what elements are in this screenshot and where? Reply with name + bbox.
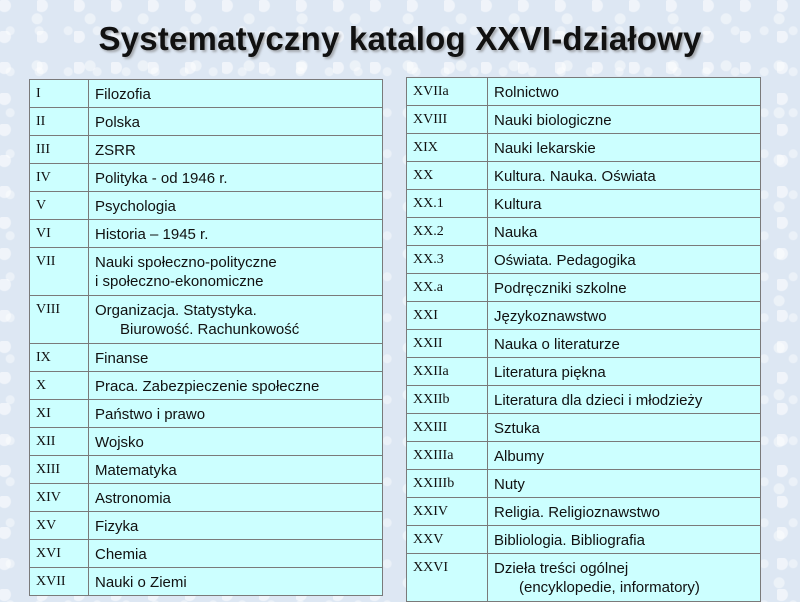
- section-number: VIII: [30, 296, 89, 344]
- table-row: [30, 568, 383, 596]
- section-name: Finanse: [89, 344, 383, 372]
- section-name: Psychologia: [89, 192, 383, 220]
- section-name: Historia – 1945 r.: [89, 220, 383, 248]
- section-number: XVI: [30, 540, 89, 568]
- section-number: XXVI: [407, 554, 488, 602]
- section-number: XX.2: [407, 218, 488, 246]
- section-number: XXIII: [407, 414, 488, 442]
- table-row: [30, 80, 383, 108]
- table-row: [407, 526, 761, 554]
- section-number: I: [30, 80, 89, 108]
- table-row: [407, 302, 761, 330]
- table-row: [30, 456, 383, 484]
- catalog-table-left: [29, 79, 383, 596]
- section-number: XX: [407, 162, 488, 190]
- table-row: [407, 414, 761, 442]
- catalog-table-right: [406, 77, 761, 602]
- table-row: [407, 358, 761, 386]
- section-name: Matematyka: [89, 456, 383, 484]
- section-number: VI: [30, 220, 89, 248]
- section-name: Religia. Religioznawstwo: [488, 498, 761, 526]
- section-name: Językoznawstwo: [488, 302, 761, 330]
- table-row: [407, 78, 761, 106]
- table-row: [30, 540, 383, 568]
- section-name: Astronomia: [89, 484, 383, 512]
- section-number: IX: [30, 344, 89, 372]
- section-name: Polityka - od 1946 r.: [89, 164, 383, 192]
- section-number: XXV: [407, 526, 488, 554]
- section-name: Dzieła treści ogólnej (encyklopedie, informatory): [488, 554, 761, 602]
- section-number: XX.3: [407, 246, 488, 274]
- section-name: Organizacja. Statystyka. Biurowość. Rachunkowość: [89, 296, 383, 344]
- section-number: XIV: [30, 484, 89, 512]
- table-row: [407, 134, 761, 162]
- section-name: Oświata. Pedagogika: [488, 246, 761, 274]
- table-row: [407, 386, 761, 414]
- section-name: Fizyka: [89, 512, 383, 540]
- section-number: X: [30, 372, 89, 400]
- section-name: Nuty: [488, 470, 761, 498]
- page-title: Systematyczny katalog XXVI-działowy: [98, 20, 702, 57]
- section-number: II: [30, 108, 89, 136]
- table-row: [407, 498, 761, 526]
- table-row: [407, 218, 761, 246]
- section-name: Albumy: [488, 442, 761, 470]
- section-number: XVIIa: [407, 78, 488, 106]
- section-number: XXIIb: [407, 386, 488, 414]
- table-row: [407, 330, 761, 358]
- section-number: XVII: [30, 568, 89, 596]
- table-row: [30, 344, 383, 372]
- section-name: Nauka: [488, 218, 761, 246]
- section-name: Filozofia: [89, 80, 383, 108]
- section-number: XXIIa: [407, 358, 488, 386]
- table-row: [407, 246, 761, 274]
- section-name: Bibliologia. Bibliografia: [488, 526, 761, 554]
- section-number: IV: [30, 164, 89, 192]
- table-row: [407, 274, 761, 302]
- table-row: [30, 164, 383, 192]
- section-number: XVIII: [407, 106, 488, 134]
- table-row: [407, 190, 761, 218]
- section-name: Kultura. Nauka. Oświata: [488, 162, 761, 190]
- table-row: [407, 442, 761, 470]
- section-name: Wojsko: [89, 428, 383, 456]
- section-number: XIX: [407, 134, 488, 162]
- section-number: XXI: [407, 302, 488, 330]
- table-row: [407, 162, 761, 190]
- section-number: XXIIIb: [407, 470, 488, 498]
- section-name: Kultura: [488, 190, 761, 218]
- section-name: Literatura dla dzieci i młodzieży: [488, 386, 761, 414]
- table-row: [30, 428, 383, 456]
- section-number: VII: [30, 248, 89, 296]
- table-row: [407, 106, 761, 134]
- section-number: XXIIIa: [407, 442, 488, 470]
- section-number: XI: [30, 400, 89, 428]
- section-number: V: [30, 192, 89, 220]
- table-row: [30, 248, 383, 296]
- section-name: Nauki lekarskie: [488, 134, 761, 162]
- section-name: Sztuka: [488, 414, 761, 442]
- section-number: XII: [30, 428, 89, 456]
- section-name: Rolnictwo: [488, 78, 761, 106]
- section-name: Państwo i prawo: [89, 400, 383, 428]
- table-row: [30, 296, 383, 344]
- table-row: [407, 470, 761, 498]
- section-name: Nauki społeczno-polityczne i społeczno-ekonomiczne: [89, 248, 383, 296]
- table-row: [30, 192, 383, 220]
- section-number: XX.a: [407, 274, 488, 302]
- section-name: Nauki o Ziemi: [89, 568, 383, 596]
- section-name: Nauka o literaturze: [488, 330, 761, 358]
- section-name: ZSRR: [89, 136, 383, 164]
- table-row: [30, 400, 383, 428]
- section-number: XV: [30, 512, 89, 540]
- table-row: [30, 372, 383, 400]
- section-name: Podręczniki szkolne: [488, 274, 761, 302]
- section-number: XXII: [407, 330, 488, 358]
- section-name: Polska: [89, 108, 383, 136]
- section-name: Chemia: [89, 540, 383, 568]
- table-row: [407, 554, 761, 602]
- section-number: III: [30, 136, 89, 164]
- section-name: Praca. Zabezpieczenie społeczne: [89, 372, 383, 400]
- section-number: XX.1: [407, 190, 488, 218]
- section-name: Nauki biologiczne: [488, 106, 761, 134]
- section-number: XIII: [30, 456, 89, 484]
- table-row: [30, 136, 383, 164]
- section-name: Literatura piękna: [488, 358, 761, 386]
- table-row: [30, 484, 383, 512]
- table-row: [30, 512, 383, 540]
- section-number: XXIV: [407, 498, 488, 526]
- table-row: [30, 220, 383, 248]
- table-row: [30, 108, 383, 136]
